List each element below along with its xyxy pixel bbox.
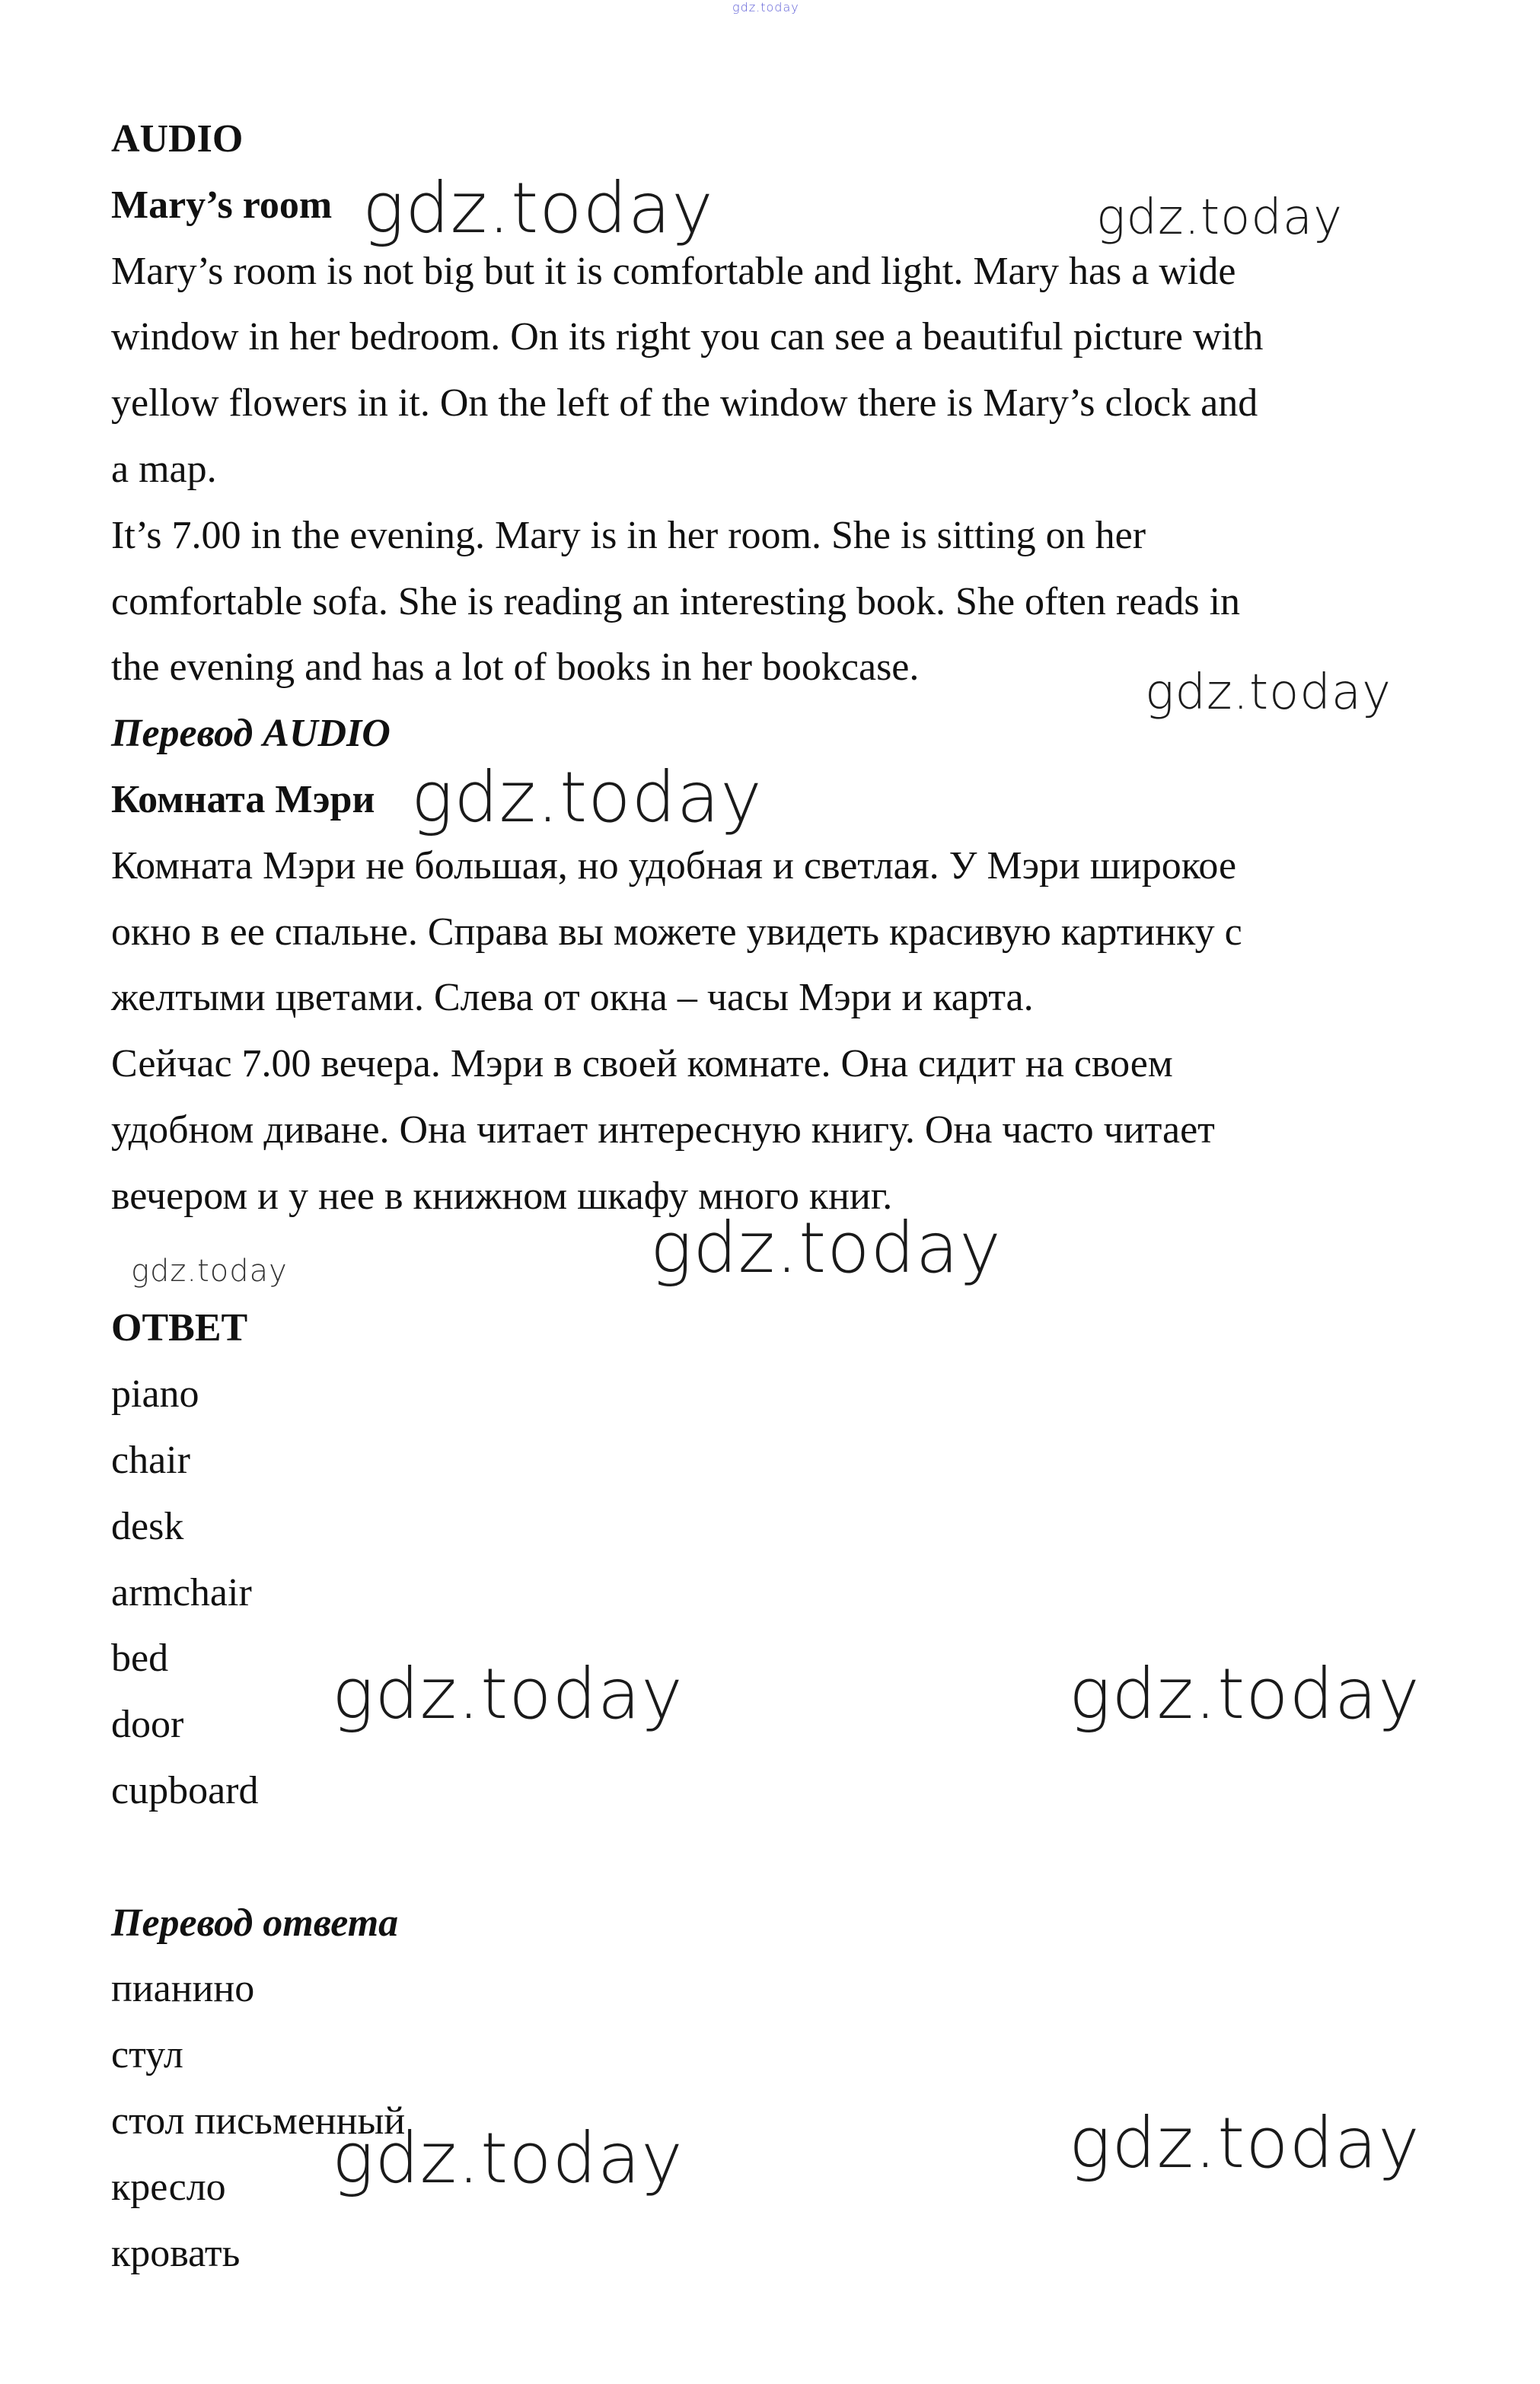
audio-line: window in her bedroom. On its right you can see a beautiful picture with	[111, 315, 1264, 359]
answer-item: piano	[111, 1372, 199, 1417]
translation-line: окно в ее спальне. Справа вы можете увидеть красивую картинку с	[111, 910, 1242, 954]
watermark: gdz.today	[332, 1653, 684, 1735]
watermark: gdz.today	[1145, 665, 1392, 721]
answer-item: cupboard	[111, 1768, 259, 1812]
translation-line: удобном диване. Она читает интересную книгу. Она часто читает	[111, 1108, 1215, 1152]
answer-translation-heading: Перевод ответа	[111, 1901, 399, 1945]
top-watermark: gdz.today	[732, 0, 799, 14]
document-page	[111, 107, 1451, 2287]
spacer	[111, 1825, 1451, 1891]
answer-translation-item: стул	[111, 2033, 183, 2077]
answer-item: armchair	[111, 1570, 252, 1614]
translation-line: Комната Мэри не большая, но удобная и светлая. У Мэри широкое	[111, 843, 1237, 888]
answer-translation-item: стол письменный	[111, 2099, 406, 2143]
answer-item: door	[111, 1703, 184, 1747]
audio-heading: AUDIO	[111, 117, 244, 161]
translation-heading: Перевод AUDIO	[111, 712, 391, 756]
answer-item: bed	[111, 1637, 169, 1681]
answer-translation-item: кресло	[111, 2165, 226, 2209]
audio-line: a map.	[111, 447, 217, 491]
audio-line: Mary’s room is not big but it is comfortable and light. Mary has a wide	[111, 249, 1236, 293]
watermark: gdz.today	[650, 1207, 1002, 1289]
translation-line: вечером и у нее в книжном шкафу много книг.	[111, 1174, 893, 1218]
answer-item: desk	[111, 1504, 184, 1548]
watermark: gdz.today	[1096, 190, 1343, 246]
answer-translation-item: пианино	[111, 1967, 255, 2011]
translation-line: желтыми цветами. Слева от окна – часы Мэри и карта.	[111, 976, 1034, 1020]
audio-line: It’s 7.00 in the evening. Mary is in her room. She is sitting on her	[111, 513, 1146, 557]
watermark: gdz.today	[131, 1254, 288, 1289]
watermark: gdz.today	[1069, 1653, 1420, 1735]
audio-line: yellow flowers in it. On the left of the window there is Mary’s clock and	[111, 381, 1258, 425]
answer-item: chair	[111, 1438, 190, 1482]
watermark: gdz.today	[1069, 2102, 1420, 2184]
watermark: gdz.today	[332, 2118, 684, 2199]
watermark: gdz.today	[362, 167, 714, 249]
audio-line: comfortable sofa. She is reading an interesting book. She often reads in	[111, 579, 1241, 623]
answer-heading: ОТВЕТ	[111, 1306, 248, 1350]
answer-translation-item: кровать	[111, 2231, 241, 2275]
audio-line: the evening and has a lot of books in her bookcase.	[111, 645, 920, 690]
audio-title: Mary’s room	[111, 183, 333, 227]
translation-line: Сейчас 7.00 вечера. Мэри в своей комнате. Она сидит на своем	[111, 1042, 1173, 1086]
translation-title: Комната Мэри	[111, 777, 375, 821]
watermark: gdz.today	[411, 757, 763, 838]
